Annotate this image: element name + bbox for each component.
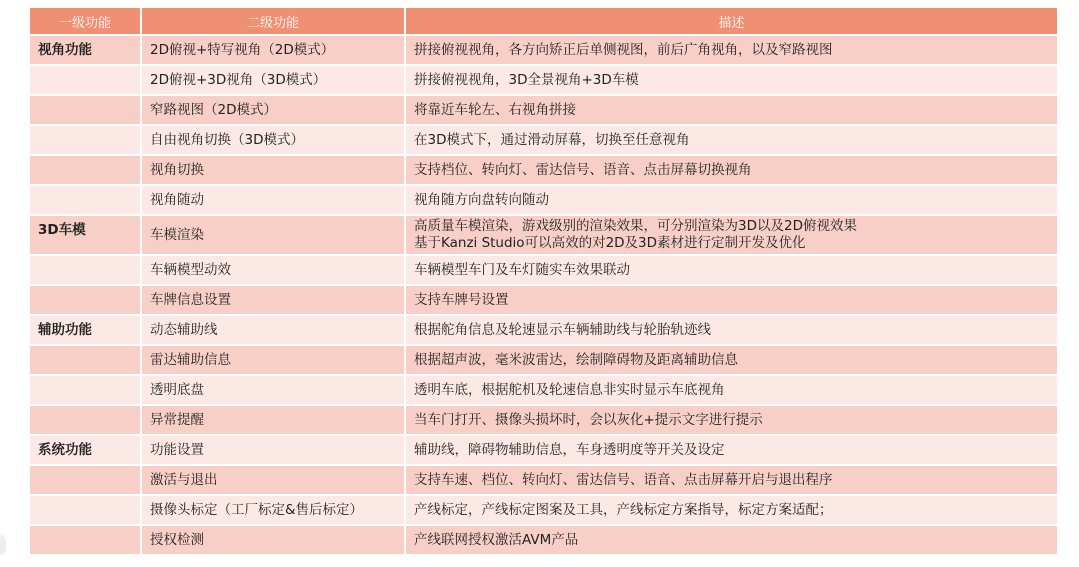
description-line: 当车门打开、摄像头损坏时，会以灰化+提示文字进行提示	[414, 411, 763, 428]
description-cell	[406, 286, 1057, 314]
description-cell	[406, 436, 1057, 464]
secondary-function-cell: 授权检测	[142, 526, 404, 554]
description-line: 支持车速、档位、转向灯、雷达信号、语音、点击屏幕开启与退出程序	[414, 471, 833, 488]
description-line: 辅助线，障碍物辅助信息，车身透明度等开关及设定	[414, 441, 725, 458]
primary-function-cell: 系统功能	[30, 436, 140, 464]
primary-function-cell	[30, 406, 140, 434]
primary-function-cell	[30, 466, 140, 494]
description-line: 基于Kanzi Studio可以高效的对2D及3D素材进行定制开发及优化	[414, 235, 806, 251]
secondary-function-cell: 2D俯视+特写视角（2D模式）	[142, 36, 404, 64]
description-cell	[406, 316, 1057, 344]
description-cell	[406, 216, 1057, 254]
description-cell	[406, 466, 1057, 494]
description-line: 支持档位、转向灯、雷达信号、语音、点击屏幕切换视角	[414, 161, 752, 178]
secondary-function-cell: 视角随动	[142, 186, 404, 214]
primary-function-cell	[30, 346, 140, 374]
description-cell	[406, 376, 1057, 404]
description-cell	[406, 346, 1057, 374]
table-row	[30, 256, 1057, 284]
description-cell	[406, 526, 1057, 554]
primary-function-cell	[30, 96, 140, 124]
description-line: 支持车牌号设置	[414, 291, 509, 308]
description-line: 根据舵角信息及轮速显示车辆辅助线与轮胎轨迹线	[414, 321, 711, 338]
feature-table	[28, 6, 1059, 556]
secondary-function-cell: 窄路视图（2D模式）	[142, 96, 404, 124]
header-description: 描述	[406, 8, 1057, 34]
primary-function-cell: 视角功能	[30, 36, 140, 64]
table-row	[30, 496, 1057, 524]
description-line: 拼接俯视视角，各方向矫正后单侧视图，前后广角视角，以及窄路视图	[414, 41, 833, 58]
table-row	[30, 286, 1057, 314]
table-row	[30, 66, 1057, 94]
secondary-function-cell: 摄像头标定（工厂标定&售后标定）	[142, 496, 404, 524]
header-secondary: 二级功能	[142, 8, 404, 34]
table-row	[30, 126, 1057, 154]
primary-function-cell: 3D车模	[30, 216, 140, 254]
secondary-function-cell: 雷达辅助信息	[142, 346, 404, 374]
description-line: 高质量车模渲染，游戏级别的渲染效果，可分别渲染为3D以及2D俯视效果	[414, 218, 857, 234]
description-cell	[406, 186, 1057, 214]
description-cell	[406, 66, 1057, 94]
table-row	[30, 216, 1057, 254]
feature-table-container	[28, 6, 1055, 556]
secondary-function-cell: 透明底盘	[142, 376, 404, 404]
table-row	[30, 36, 1057, 64]
table-row	[30, 186, 1057, 214]
table-row	[30, 526, 1057, 554]
primary-function-cell	[30, 376, 140, 404]
header-primary: 一级功能	[30, 8, 140, 34]
table-row	[30, 406, 1057, 434]
description-cell	[406, 36, 1057, 64]
table-header-row	[30, 8, 1057, 34]
description-cell	[406, 406, 1057, 434]
secondary-function-cell: 车辆模型动效	[142, 256, 404, 284]
description-line: 产线联网授权激活AVM产品	[414, 531, 579, 548]
description-cell	[406, 156, 1057, 184]
primary-function-cell	[30, 496, 140, 524]
primary-function-cell	[30, 526, 140, 554]
table-row	[30, 436, 1057, 464]
secondary-function-cell: 车牌信息设置	[142, 286, 404, 314]
secondary-function-cell: 视角切换	[142, 156, 404, 184]
secondary-function-cell: 异常提醒	[142, 406, 404, 434]
description-line: 在3D模式下，通过滑动屏幕，切换至任意视角	[414, 131, 690, 148]
primary-function-cell: 辅助功能	[30, 316, 140, 344]
description-line: 车辆模型车门及车灯随实车效果联动	[414, 261, 630, 278]
table-row	[30, 96, 1057, 124]
description-cell	[406, 496, 1057, 524]
description-cell	[406, 96, 1057, 124]
description-line: 根据超声波，毫米波雷达，绘制障碍物及距离辅助信息	[414, 351, 738, 368]
secondary-function-cell: 2D俯视+3D视角（3D模式）	[142, 66, 404, 94]
description-cell	[406, 256, 1057, 284]
description-line: 拼接俯视视角，3D全景视角+3D车模	[414, 71, 639, 88]
primary-function-cell	[30, 286, 140, 314]
primary-function-cell	[30, 186, 140, 214]
edge-handle-decoration	[0, 535, 6, 555]
table-row	[30, 316, 1057, 344]
primary-function-cell	[30, 156, 140, 184]
table-row	[30, 466, 1057, 494]
secondary-function-cell: 车模渲染	[142, 216, 404, 254]
description-line: 透明车底，根据舵机及轮速信息非实时显示车底视角	[414, 381, 725, 398]
secondary-function-cell: 自由视角切换（3D模式）	[142, 126, 404, 154]
secondary-function-cell: 激活与退出	[142, 466, 404, 494]
description-line: 产线标定，产线标定图案及工具，产线标定方案指导，标定方案适配；	[414, 501, 833, 518]
description-line: 视角随方向盘转向随动	[414, 191, 549, 208]
primary-function-cell	[30, 126, 140, 154]
primary-function-cell	[30, 256, 140, 284]
table-row	[30, 376, 1057, 404]
description-line: 将靠近车轮左、右视角拼接	[414, 101, 576, 118]
secondary-function-cell: 动态辅助线	[142, 316, 404, 344]
primary-function-cell	[30, 66, 140, 94]
table-row	[30, 346, 1057, 374]
description-cell	[406, 126, 1057, 154]
table-row	[30, 156, 1057, 184]
secondary-function-cell: 功能设置	[142, 436, 404, 464]
table-body	[30, 36, 1057, 554]
